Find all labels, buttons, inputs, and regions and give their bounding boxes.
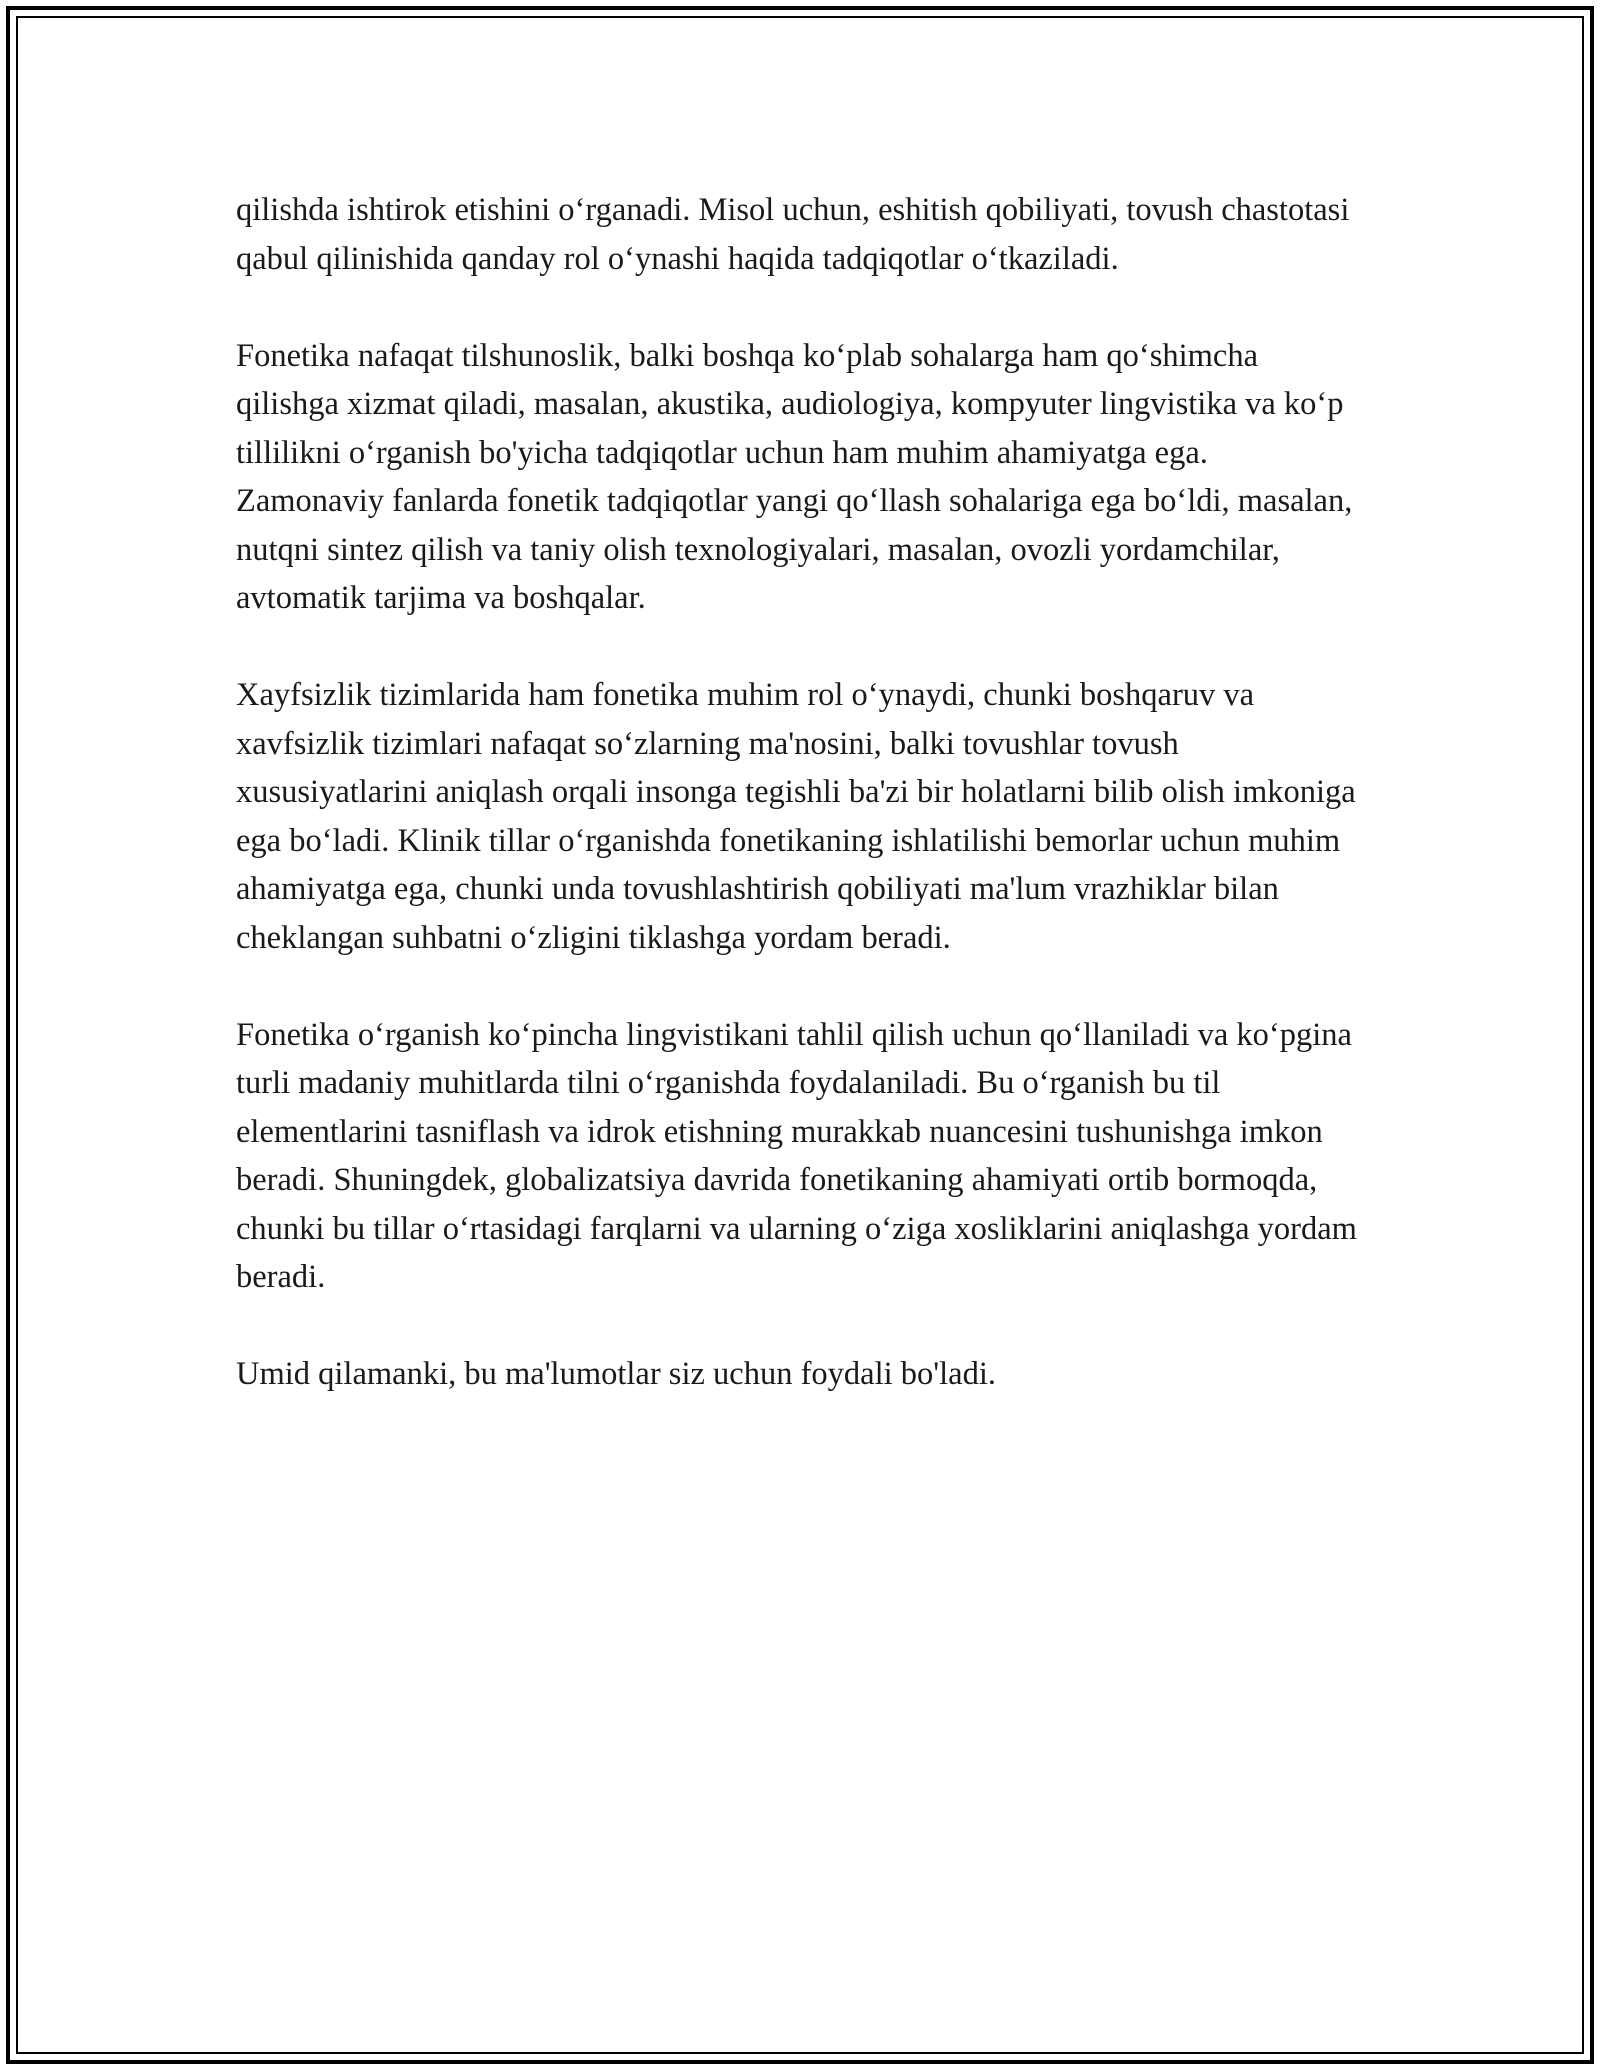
paragraph: Fonetika nafaqat tilshunoslik, balki boshqa ko‘plab sohalarga ham qo‘shimcha qilishga xizmat qiladi, masalan, akustika, audiologiya, kompyuter lingvistika va ko‘p tillilikni o‘rganish bo'yicha tadqiqotlar uchun ham muhim ahamiyatga ega. Zamonaviy fanlarda fonetik tadqiqotlar yangi qo‘llash sohalariga ega bo‘ldi, masalan, nutqni sintez qilish va taniy olish texnologiyalari, masalan, ovozli yordamchilar, avtomatik tarjima va boshqalar. xyxy=(236,337,1353,616)
paragraph: Xayfsizlik tizimlarida ham fonetika muhim rol o‘ynaydi, chunki boshqaruv va xavfsizlik tizimlari nafaqat so‘zlarning ma'nosini, balki tovushlar tovush xususiyatlarini aniqlash orqali insonga tegishli ba'zi bir holatlarni bilib olish imkoniga ega bo‘ladi. Klinik tillar o‘rganishda fonetikaning ishlatilishi bemorlar uchun muhim ahamiyatga ega, chunki unda tovushlashtirish qobiliyati ma'lum vrazhiklar bilan cheklangan suhbatni o‘zligini tiklashga yordam beradi. xyxy=(236,677,1356,956)
paragraph: Fonetika o‘rganish ko‘pincha lingvistikani tahlil qilish uchun qo‘llaniladi va ko‘pgina turli madaniy muhitlarda tilni o‘rganishda foydalaniladi. Bu o‘rganish bu til elementlarini tasniflash va idrok etishning murakkab nuancesini tushunishga imkon beradi. Shuningdek, globalizatsiya davrida fonetikaning ahamiyati ortib bormoqda, chunki bu tillar o‘rtasidagi farqlarni va ularning o‘ziga xosliklarini aniqlashga yordam beradi. xyxy=(236,1016,1357,1295)
document-body xyxy=(236,186,1364,1447)
paragraph: qilishda ishtirok etishini o‘rganadi. Misol uchun, eshitish qobiliyati, tovush chastotasi qabul qilinishida qanday rol o‘ynashi haqida tadqiqotlar o‘tkaziladi. xyxy=(236,192,1350,277)
paragraph: Umid qilamanki, bu ma'lumotlar siz uchun foydali bo'ladi. xyxy=(236,1356,996,1392)
